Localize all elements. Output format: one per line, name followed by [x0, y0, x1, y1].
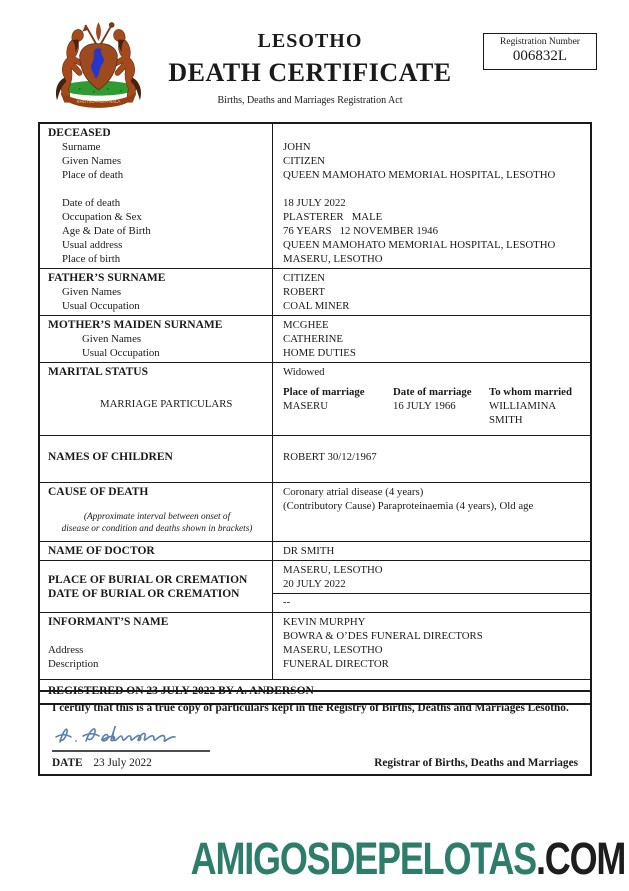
field-value: 76 YEARS 12 NOVEMBER 1946: [283, 225, 438, 237]
registrar-signature: [52, 718, 212, 752]
burial-date-heading: DATE OF BURIAL OR CREMATION: [48, 587, 240, 600]
field-value: ROBERT: [283, 286, 325, 298]
marriage-particulars-label: MARRIAGE PARTICULARS: [100, 398, 233, 410]
signature-underline: [52, 750, 210, 752]
field-value: [283, 182, 582, 196]
field-label: Given Names: [62, 155, 122, 167]
field-value: 18 JULY 2022: [283, 197, 346, 209]
father-heading: FATHER’S SURNAME: [48, 272, 166, 284]
field-value: QUEEN MAMOHATO MEMORIAL HOSPITAL, LESOTHO: [283, 169, 556, 181]
registration-number-value: 006832L: [512, 48, 568, 64]
certificate-table: [38, 122, 592, 705]
cause-heading: CAUSE OF DEATH: [48, 486, 149, 498]
field-label: Date of death: [62, 197, 121, 209]
field-value: FUNERAL DIRECTOR: [283, 658, 389, 670]
column-header: To whom married: [489, 386, 572, 398]
field-value: MASERU, LESOTHO: [283, 564, 383, 576]
field-value: PLASTERER MALE: [283, 211, 383, 223]
section-doctor: [40, 541, 590, 560]
site-brand: AMIGOSDEPELOTAS: [190, 833, 536, 884]
field-value: (Contributory Cause) Paraproteinaemia (4 years), Old age: [283, 500, 534, 512]
act-subtitle: Births, Deaths and Marriages Registration Act: [217, 95, 403, 106]
field-value: CATHERINE: [283, 333, 343, 345]
site-tld: .COM: [535, 833, 625, 884]
signature-icon: [52, 718, 210, 748]
field-label: Surname: [62, 141, 101, 153]
marriage-particulars-grid: [283, 385, 582, 427]
field-value: MASERU, LESOTHO: [283, 253, 383, 265]
informant-heading: INFORMANT’S NAME: [48, 616, 169, 628]
certify-statement: I certify that this is a true copy of particulars kept in the Registry of Births, Deaths and Marriages Lesotho.: [52, 702, 569, 714]
field-value: CITIZEN: [283, 272, 325, 284]
field-value: MASERU: [283, 400, 328, 412]
header-title-block: [150, 30, 470, 106]
field-value: BOWRA & O’DES FUNERAL DIRECTORS: [283, 630, 483, 642]
country-name: LESOTHO: [257, 30, 363, 52]
registration-number-box: [483, 33, 597, 70]
coat-of-arms-motto: KHOTSO-PULA-NALA: [76, 99, 121, 105]
children-heading: NAMES OF CHILDREN: [48, 451, 173, 463]
section-father: [40, 268, 590, 315]
field-value: WILLIAMINA SMITH: [489, 400, 556, 426]
field-label: Place of birth: [62, 253, 121, 265]
field-value: MASERU, LESOTHO: [283, 644, 383, 656]
field-label: Usual Occupation: [82, 347, 160, 359]
date-label: DATE: [52, 757, 83, 769]
field-label: Usual address: [62, 239, 123, 251]
certify-footer: [52, 757, 578, 769]
field-value: COAL MINER: [283, 300, 350, 312]
field-label: Given Names: [82, 333, 142, 345]
field-value: 20 JULY 2022: [283, 578, 346, 590]
section-cause-of-death: [40, 482, 590, 541]
section-informant: [40, 612, 590, 679]
section-mother: [40, 315, 590, 362]
field-value: CITIZEN: [283, 155, 325, 167]
field-value: KEVIN MURPHY: [283, 616, 366, 628]
field-value: JOHN: [283, 141, 311, 153]
field-label: Given Names: [62, 286, 122, 298]
burial-place-heading: PLACE OF BURIAL OR CREMATION: [48, 573, 248, 586]
field-value: ROBERT 30/12/1967: [283, 451, 377, 463]
field-value: MCGHEE: [283, 319, 329, 331]
site-watermark: [190, 833, 625, 885]
field-label: [48, 182, 266, 196]
column-header: Place of marriage: [283, 386, 365, 398]
section-marital: [40, 362, 590, 435]
column-header: Date of marriage: [393, 386, 472, 398]
field-label: Usual Occupation: [62, 300, 140, 312]
marital-status-value: Widowed: [283, 366, 325, 378]
cause-note: (Approximate interval between onset of disease or condition and deaths shown in brackets): [61, 512, 253, 534]
section-children: [40, 435, 590, 482]
field-label: Description: [48, 658, 99, 670]
section-burial: [40, 560, 590, 612]
field-label: Age & Date of Birth: [62, 225, 151, 237]
registered-statement: REGISTERED ON 23 JULY 2022 BY A. ANDERSON: [48, 685, 314, 697]
field-value: QUEEN MAMOHATO MEMORIAL HOSPITAL, LESOTHO: [283, 239, 556, 251]
field-label: Occupation & Sex: [62, 211, 142, 223]
certification-box: [38, 690, 592, 776]
mother-heading: MOTHER’S MAIDEN SURNAME: [48, 319, 223, 331]
registrar-title: Registrar of Births, Deaths and Marriages: [374, 757, 578, 769]
deceased-heading: DECEASED: [48, 127, 111, 139]
date-value: 23 July 2022: [93, 757, 152, 769]
field-value: --: [283, 596, 291, 608]
registration-number-label: Registration Number: [500, 37, 580, 47]
lesotho-coat-of-arms-icon: [42, 13, 155, 116]
field-label: Address: [48, 644, 84, 656]
burial-sub-divider: [273, 593, 590, 610]
field-value: Coronary atrial disease (4 years): [283, 486, 424, 498]
marital-heading: MARITAL STATUS: [48, 366, 149, 378]
doctor-heading: NAME OF DOCTOR: [48, 545, 155, 557]
document-title: DEATH CERTIFICATE: [168, 58, 452, 87]
section-deceased: [40, 124, 590, 268]
field-value: HOME DUTIES: [283, 347, 356, 359]
field-label: Place of death: [62, 169, 124, 181]
field-value: DR SMITH: [283, 545, 335, 557]
field-value: 16 JULY 1966: [393, 400, 456, 412]
